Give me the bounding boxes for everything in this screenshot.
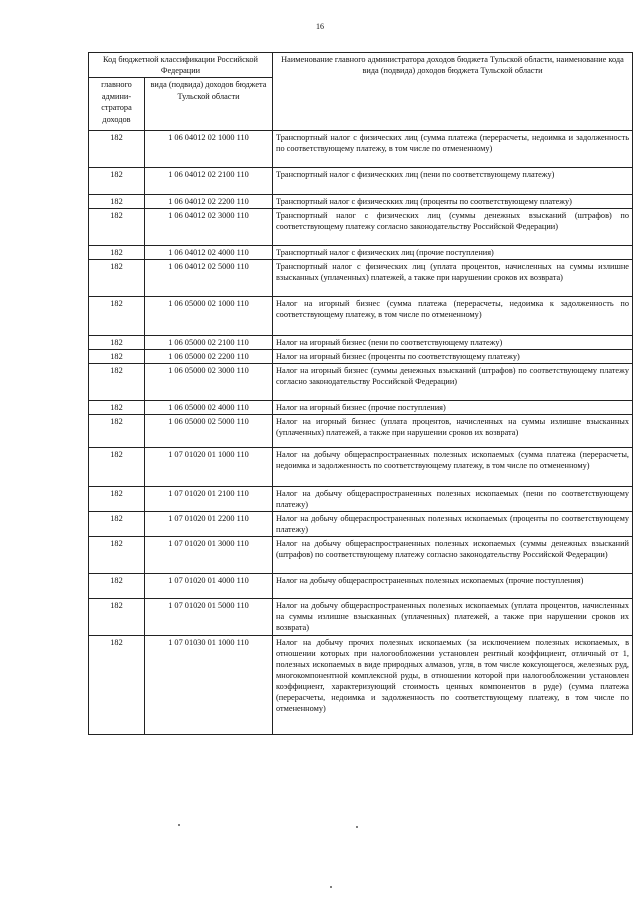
admin-code-cell: 182 bbox=[89, 168, 145, 195]
admin-code-cell: 182 bbox=[89, 574, 145, 599]
revenue-code-cell: 1 07 01020 01 1000 110 bbox=[145, 448, 273, 487]
admin-code-cell: 182 bbox=[89, 401, 145, 415]
table-header-row bbox=[89, 53, 633, 78]
revenue-name-cell: Транспортный налог с физических лиц (суммы денежных взысканий (штрафов) по соответствующему платежу согласно законодательству Российской Федерации) bbox=[273, 209, 633, 246]
table-row bbox=[89, 168, 633, 195]
revenue-name-cell: Налог на игорный бизнес (прочие поступления) bbox=[273, 401, 633, 415]
revenue-name-cell: Налог на добычу общераспространенных полезных ископаемых (прочие поступления) bbox=[273, 574, 633, 599]
revenue-name-cell: Налог на добычу общераспространенных полезных ископаемых (сумма платежа (перерасчеты, недоимка и задолженность по соответствующему платежу, в том числе по отмененному) bbox=[273, 448, 633, 487]
revenue-code-cell: 1 06 05000 02 2100 110 bbox=[145, 336, 273, 350]
revenue-code-cell: 1 06 05000 02 2200 110 bbox=[145, 350, 273, 364]
revenue-code-cell: 1 06 05000 02 1000 110 bbox=[145, 297, 273, 336]
revenue-name-cell: Транспортный налог с физических лиц (сумма платежа (перерасчеты, недоимка и задолженность по соответствующему платежу, в том числе по отмененному) bbox=[273, 131, 633, 168]
revenue-code-cell: 1 07 01030 01 1000 110 bbox=[145, 636, 273, 735]
admin-code-cell: 182 bbox=[89, 599, 145, 636]
admin-code-cell: 182 bbox=[89, 512, 145, 537]
admin-code-cell: 182 bbox=[89, 537, 145, 574]
revenue-name-cell: Транспортный налог с физических лиц (уплата процентов, начисленных на суммы излишне взысканных (уплаченных) платежей, а также при нарушении сроков их возврата) bbox=[273, 260, 633, 297]
scan-speck bbox=[178, 824, 180, 826]
table-body bbox=[89, 131, 633, 735]
revenue-code-cell: 1 07 01020 01 2200 110 bbox=[145, 512, 273, 537]
table-row bbox=[89, 636, 633, 735]
admin-code-cell: 182 bbox=[89, 131, 145, 168]
admin-code-cell: 182 bbox=[89, 195, 145, 209]
revenue-name-cell: Налог на добычу общераспространенных полезных ископаемых (уплата процентов, начисленных на суммы излишне взысканных (уплаченных) платежей, а также при нарушении сроков их возврата) bbox=[273, 599, 633, 636]
page-number: 16 bbox=[316, 22, 324, 31]
revenue-name-cell: Налог на игорный бизнес (проценты по соответствующему платежу) bbox=[273, 350, 633, 364]
header-sub-type: вида (подвида) доходов бюджета Тульской области bbox=[145, 78, 273, 131]
scan-speck bbox=[330, 886, 332, 888]
revenue-name-cell: Транспортный налог с физическких лиц (пени по соответствующему платежу) bbox=[273, 168, 633, 195]
table-row bbox=[89, 364, 633, 401]
admin-code-cell: 182 bbox=[89, 415, 145, 448]
table-row bbox=[89, 401, 633, 415]
admin-code-cell: 182 bbox=[89, 487, 145, 512]
revenue-code-cell: 1 06 05000 02 5000 110 bbox=[145, 415, 273, 448]
table-row bbox=[89, 487, 633, 512]
revenue-name-cell: Налог на игорный бизнес (пени по соответствующему платежу) bbox=[273, 336, 633, 350]
table-row bbox=[89, 599, 633, 636]
admin-code-cell: 182 bbox=[89, 336, 145, 350]
admin-code-cell: 182 bbox=[89, 636, 145, 735]
revenue-code-cell: 1 06 04012 02 4000 110 bbox=[145, 246, 273, 260]
revenue-code-cell: 1 06 04012 02 5000 110 bbox=[145, 260, 273, 297]
revenue-code-cell: 1 06 04012 02 1000 110 bbox=[145, 131, 273, 168]
table-row bbox=[89, 415, 633, 448]
table-row bbox=[89, 209, 633, 246]
table-row bbox=[89, 246, 633, 260]
table-row bbox=[89, 336, 633, 350]
table-row bbox=[89, 350, 633, 364]
header-sub-admin: главного админи-стратора доходов bbox=[89, 78, 145, 131]
revenue-name-cell: Налог на игорный бизнес (уплата процентов, начисленных на суммы излишне взысканных (уплаченных) платежей, а также при нарушении сроков их возврата) bbox=[273, 415, 633, 448]
table-row bbox=[89, 297, 633, 336]
revenue-code-cell: 1 06 04012 02 2200 110 bbox=[145, 195, 273, 209]
revenue-name-cell: Налог на добычу общераспространенных полезных ископаемых (проценты по соответствующему платежу) bbox=[273, 512, 633, 537]
table-row bbox=[89, 537, 633, 574]
admin-code-cell: 182 bbox=[89, 364, 145, 401]
admin-code-cell: 182 bbox=[89, 260, 145, 297]
revenue-code-cell: 1 07 01020 01 5000 110 bbox=[145, 599, 273, 636]
revenue-code-cell: 1 07 01020 01 3000 110 bbox=[145, 537, 273, 574]
revenue-name-cell: Налог на игорный бизнес (сумма платежа (перерасчеты, недоимка к задолженность по соответствующему платежу, в том числе по отмененному) bbox=[273, 297, 633, 336]
revenue-name-cell: Налог на игорный бизнес (суммы денежных взысканий (штрафов) по соответствующему платежу согласно законодательству Российской Федерации) bbox=[273, 364, 633, 401]
admin-code-cell: 182 bbox=[89, 297, 145, 336]
table-row bbox=[89, 195, 633, 209]
scan-speck bbox=[356, 826, 358, 828]
budget-codes-table bbox=[88, 52, 633, 735]
table-row bbox=[89, 574, 633, 599]
admin-code-cell: 182 bbox=[89, 246, 145, 260]
revenue-name-cell: Транспортный налог с физических лиц (прочие поступления) bbox=[273, 246, 633, 260]
admin-code-cell: 182 bbox=[89, 209, 145, 246]
table-row bbox=[89, 512, 633, 537]
revenue-code-cell: 1 06 05000 02 4000 110 bbox=[145, 401, 273, 415]
revenue-code-cell: 1 07 01020 01 2100 110 bbox=[145, 487, 273, 512]
revenue-code-cell: 1 06 04012 02 3000 110 bbox=[145, 209, 273, 246]
header-admin-name: Наименование главного администратора доходов бюджета Тульской области, наименование кода вида (подвида) доходов бюджета Тульской области bbox=[273, 53, 633, 131]
table-row bbox=[89, 131, 633, 168]
revenue-name-cell: Транспортный налог с физическких лиц (проценты по соответствующему платежу) bbox=[273, 195, 633, 209]
revenue-code-cell: 1 06 04012 02 2100 110 bbox=[145, 168, 273, 195]
table-row bbox=[89, 260, 633, 297]
header-code-group: Код бюджетной классификации Российской Федерации bbox=[89, 53, 273, 78]
admin-code-cell: 182 bbox=[89, 448, 145, 487]
revenue-name-cell: Налог на добычу общераспространенных полезных ископаемых (пени по соответствующему платежу) bbox=[273, 487, 633, 512]
revenue-name-cell: Налог на добычу общераспространенных полезных ископаемых (суммы денежных взысканий (штрафов) по соответствующему платежу согласно законодательству Российской Федерации) bbox=[273, 537, 633, 574]
admin-code-cell: 182 bbox=[89, 350, 145, 364]
revenue-code-cell: 1 06 05000 02 3000 110 bbox=[145, 364, 273, 401]
table-row bbox=[89, 448, 633, 487]
revenue-code-cell: 1 07 01020 01 4000 110 bbox=[145, 574, 273, 599]
revenue-name-cell: Налог на добычу прочих полезных ископаемых (за исключением полезных ископаемых, в отношении которых при налогообложении установлен рентный коэффициент, отличный от 1, полезных ископаемых в виде природных алмазов, угля, в том числе коксующегося, железных руд, многокомпонентной комплексной руды, в отношении которой при налогообложении установлен коэффициент, характеризующий стоимость ценных компонентов в руде) (сумма платежа (перерасчеты, недоимка и задолженность по соответствующему платежу, в том числе по отмененному) bbox=[273, 636, 633, 735]
